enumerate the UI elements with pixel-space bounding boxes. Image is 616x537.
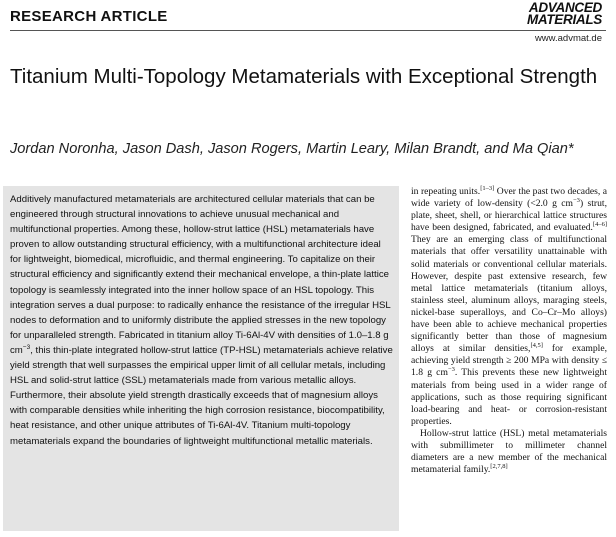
journal-logo-line1: ADVANCED <box>528 0 602 15</box>
citation[interactable]: [2,7,8] <box>490 462 508 470</box>
article-title: Titanium Multi-Topology Metamaterials with Exceptional Strength <box>10 65 598 88</box>
citation[interactable]: [1–3] <box>480 184 495 192</box>
journal-logo <box>515 2 602 26</box>
unit-exponent: −3 <box>447 366 455 374</box>
density-unit-exponent: −3 <box>22 343 31 351</box>
body-text: Over the past two decades, a wide variety of low-density (<2.0 g cm <box>411 186 607 210</box>
citation[interactable]: [4–6] <box>592 221 607 229</box>
body-text: for example, achieving yield strength ≥ 200 MPa with density ≤ 1.8 g cm <box>411 343 607 379</box>
abstract-box <box>3 186 399 531</box>
body-text: They are an emerging class of multifunctional materials that offer versatility unattainable with solid materials or conventional cellular materials. However, despite past extensive research, few metal lattice metamaterials (titanium alloys, stainless steel, aluminum alloys, maraging steels, nickel-base superalloys, and Co–Cr–Mo alloys) have been able to achieve mechanical properties significantly better than those of magnesium alloys at similar densities, <box>411 234 607 355</box>
body-text: . This prevents these new lightweight materials from being used in a wider range of applications, such as those requiring significant load-bearing and heat- or corrosion-resistant properties. <box>411 367 607 427</box>
abstract-text <box>10 192 393 449</box>
journal-url[interactable]: www.advmat.de <box>534 33 602 44</box>
author-list: Jordan Noronha, Jason Dash, Jason Rogers, Martin Leary, Milan Brandt, and Ma Qian* <box>10 141 574 157</box>
body-text: ) strut, plate, sheet, shell, or hierarchical lattice structures have been designed, fabricated, and evaluated. <box>411 198 607 234</box>
body-column <box>411 186 607 476</box>
header-rule <box>10 30 606 31</box>
citation[interactable]: [4,5] <box>530 342 543 350</box>
abstract-part-2: , this thin-plate integrated hollow-strut lattice (TP-HSL) metamaterials achieve relative yield strength that well surpasses the empirical upper limit of all cellular metals, including HSL and solid-strut lattice (SSL) metamaterials made from various metallic alloys. Furthermore, their absolute yield strength drastically exceeds that of magnesium alloys with comparable densities while inheriting the high corrosion resistance, biocompatibility, heat resistance, and other unique attributes of Ti-6Al-4V. Titanium multi-topology metamaterials expand the boundaries of lightweight multifunctional metallic materials. <box>10 344 393 447</box>
unit-exponent: −3 <box>573 196 580 204</box>
body-paragraph <box>411 428 607 476</box>
section-label: RESEARCH ARTICLE <box>10 8 168 25</box>
body-text: in repeating units. <box>411 186 481 197</box>
journal-logo-line2: MATERIALS <box>526 12 602 27</box>
body-text: Hollow-strut lattice (HSL) metal metamaterials with submillimeter to millimeter channel diameters are a new member of the mechanical metamaterial family. <box>411 427 607 476</box>
abstract-part-1: Additively manufactured metamaterials are architectured cellular materials that can be engineered through structural innovations to achieve unusual mechanical and multifunctional properties. Among these, hollow-strut lattice (HSL) metamaterials have proven to allow outstanding structural efficiency, with a multifunctional architecture ideal for lightweight, biomedical, microfluidic, and thermal engineering. To capitalize on their structural efficiency and significantly extend their mechanical envelope, a thin-plate lattice topology is seamlessly integrated into the inner hollow space of an HSL topology. This integration serves a dual purpose: to radically enhance the resistance of the irregular HSL nodes to deformation and to uniformly distribute the applied stresses in the new topology for unparalleled strength. Fabricated in titanium alloy Ti-6Al-4V with densities of 1.0–1.8 g cm <box>10 194 391 356</box>
body-paragraph <box>411 186 607 428</box>
